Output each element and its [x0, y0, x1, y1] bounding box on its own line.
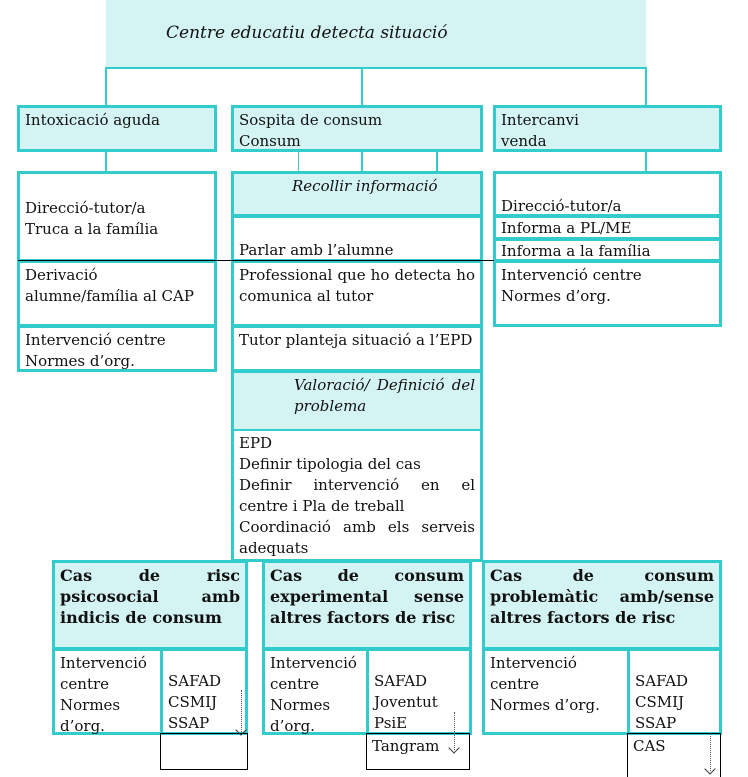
- intercanvi-box: Intercanvi venda: [493, 105, 722, 152]
- case-2-services: SAFAD Joventut PsiE: [366, 648, 472, 735]
- connector: [645, 150, 647, 173]
- arrow-down-icon: [710, 733, 711, 771]
- connector: [105, 67, 647, 69]
- connector: [298, 150, 299, 173]
- divider-line: [18, 260, 494, 261]
- right-box-1: Direcció-tutor/a: [493, 171, 722, 217]
- case-3-title: Cas de consum problemàtic amb/sense altres factors de risc: [482, 560, 722, 650]
- left-box-1: Direcció-tutor/a Truca a la família: [17, 171, 217, 262]
- recollir-box: [231, 171, 483, 217]
- case-1-title: Cas de risc psicosocial amb indicis de consum: [52, 560, 248, 650]
- professional-box: Professional que ho detecta ho comunica al tutor: [231, 260, 483, 327]
- intoxicacio-box: Intoxicació aguda: [17, 105, 217, 152]
- case-3-extra: CAS: [627, 733, 721, 777]
- connector: [361, 150, 363, 173]
- right-box-2: Informa a PL/ME: [493, 215, 722, 240]
- case-2-title: Cas de consum experimental sense altres factors de risc: [262, 560, 472, 650]
- right-box-3: Informa a la família: [493, 238, 722, 262]
- left-box-3: Intervenció centre Normes d’org.: [17, 325, 217, 372]
- top-title: Centre educatiu detecta situació: [166, 23, 448, 43]
- case-3-left: Intervenció centre Normes d’org.: [482, 648, 631, 735]
- connector: [105, 67, 107, 107]
- connector: [645, 67, 647, 107]
- connector: [436, 150, 438, 173]
- case-3-services: SAFAD CSMIJ SSAP: [627, 648, 722, 735]
- parlar-box: Parlar amb l’alumne: [231, 215, 483, 262]
- case-1-services: SAFAD CSMIJ SSAP: [160, 648, 248, 735]
- arrow-down-icon: [241, 690, 242, 732]
- left-box-2: Derivació alumne/família al CAP: [17, 260, 217, 327]
- case-1-extra: [160, 733, 248, 770]
- tutor-box: Tutor planteja situació a l’EPD: [231, 325, 483, 372]
- recollir-label: Recollir informació: [292, 177, 438, 195]
- right-box-4: Intervenció centre Normes d’org.: [493, 260, 722, 327]
- epd-box: EPD Definir tipologia del cas Definir intervenció en el centre i Pla de treball Coordinació amb els serveis adequats: [231, 430, 483, 562]
- case-1-left: Intervenció centre Normes d’org.: [52, 648, 163, 735]
- connector: [361, 67, 363, 107]
- arrow-down-icon: [454, 712, 455, 750]
- case-2-extra: Tangram: [366, 733, 470, 770]
- connector: [105, 150, 107, 173]
- sospita-box: Sospita de consum Consum: [231, 105, 483, 152]
- valoracio-box: Valoració/ Definició del problema: [231, 370, 483, 432]
- case-2-left: Intervenció centre Normes d’org.: [262, 648, 370, 735]
